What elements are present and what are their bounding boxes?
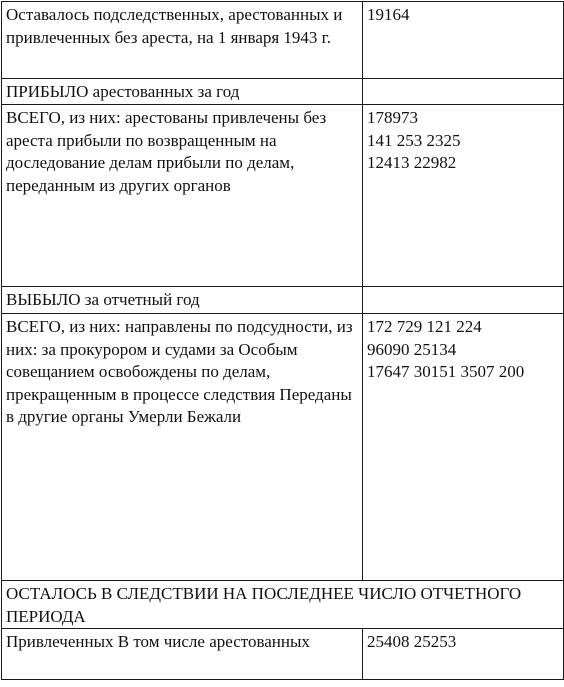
row-value-cell [363, 105, 564, 287]
row-label-cell [2, 314, 363, 581]
investigation-report-table [1, 1, 564, 680]
table-row [2, 79, 564, 105]
row-label-remaining-end-header: ОСТАЛОСЬ В СЛЕДСТВИИ НА ПОСЛЕДНЕЕ ЧИСЛО ОТЧЕТНОГО ПЕРИОДА [6, 584, 522, 626]
row-label-arrived-header: ПРИБЫЛО арестованных за год [6, 82, 240, 101]
table-row [2, 314, 564, 581]
row-value: 172 729 121 224 [367, 317, 482, 336]
row-label-cell [2, 105, 363, 287]
table-row [2, 581, 564, 629]
row-label-departed-header: ВЫБЫЛО за отчетный год [6, 290, 200, 309]
row-label-cell [2, 2, 363, 79]
row-value: 96090 25134 [367, 339, 457, 359]
row-label-cell [2, 581, 564, 629]
row-value-cell [363, 79, 564, 105]
table-row [2, 105, 564, 287]
row-value-cell [363, 287, 564, 314]
row-label-remaining-start: Оставалось подследственных, арестованных и привлеченных без ареста, на 1 января 1943 г. [6, 5, 343, 47]
row-value-cell [363, 629, 564, 680]
row-label-cell [2, 287, 363, 314]
row-value-cell [363, 314, 564, 581]
row-label-cell [2, 629, 363, 680]
row-label-departed-total: ВСЕГО, из них: направлены по подсудности, из них: за прокурором и судами за Особым совещанием освобождены по делам, прекращенным в процессе следствия Переданы в другие органы Умерли Бежали [6, 317, 353, 426]
table-row [2, 629, 564, 680]
row-value-cell [363, 2, 564, 79]
row-value: 178973 [367, 108, 418, 127]
row-value: 19164 [367, 5, 410, 24]
row-value: 25408 25253 [367, 632, 457, 651]
row-label-remaining-end: Привлеченных В том числе арестованных [6, 632, 310, 651]
row-value: 141 253 2325 [367, 130, 461, 150]
table-row [2, 2, 564, 79]
row-label-cell [2, 79, 363, 105]
row-label-arrived-total: ВСЕГО, из них: арестованы привлечены без ареста прибыли по возвращенным на доследование делам прибыли по делам, переданным из других органов [6, 108, 327, 195]
row-value: 17647 30151 3507 200 [367, 362, 525, 381]
row-value: 12413 22982 [367, 153, 457, 172]
table-row [2, 287, 564, 314]
